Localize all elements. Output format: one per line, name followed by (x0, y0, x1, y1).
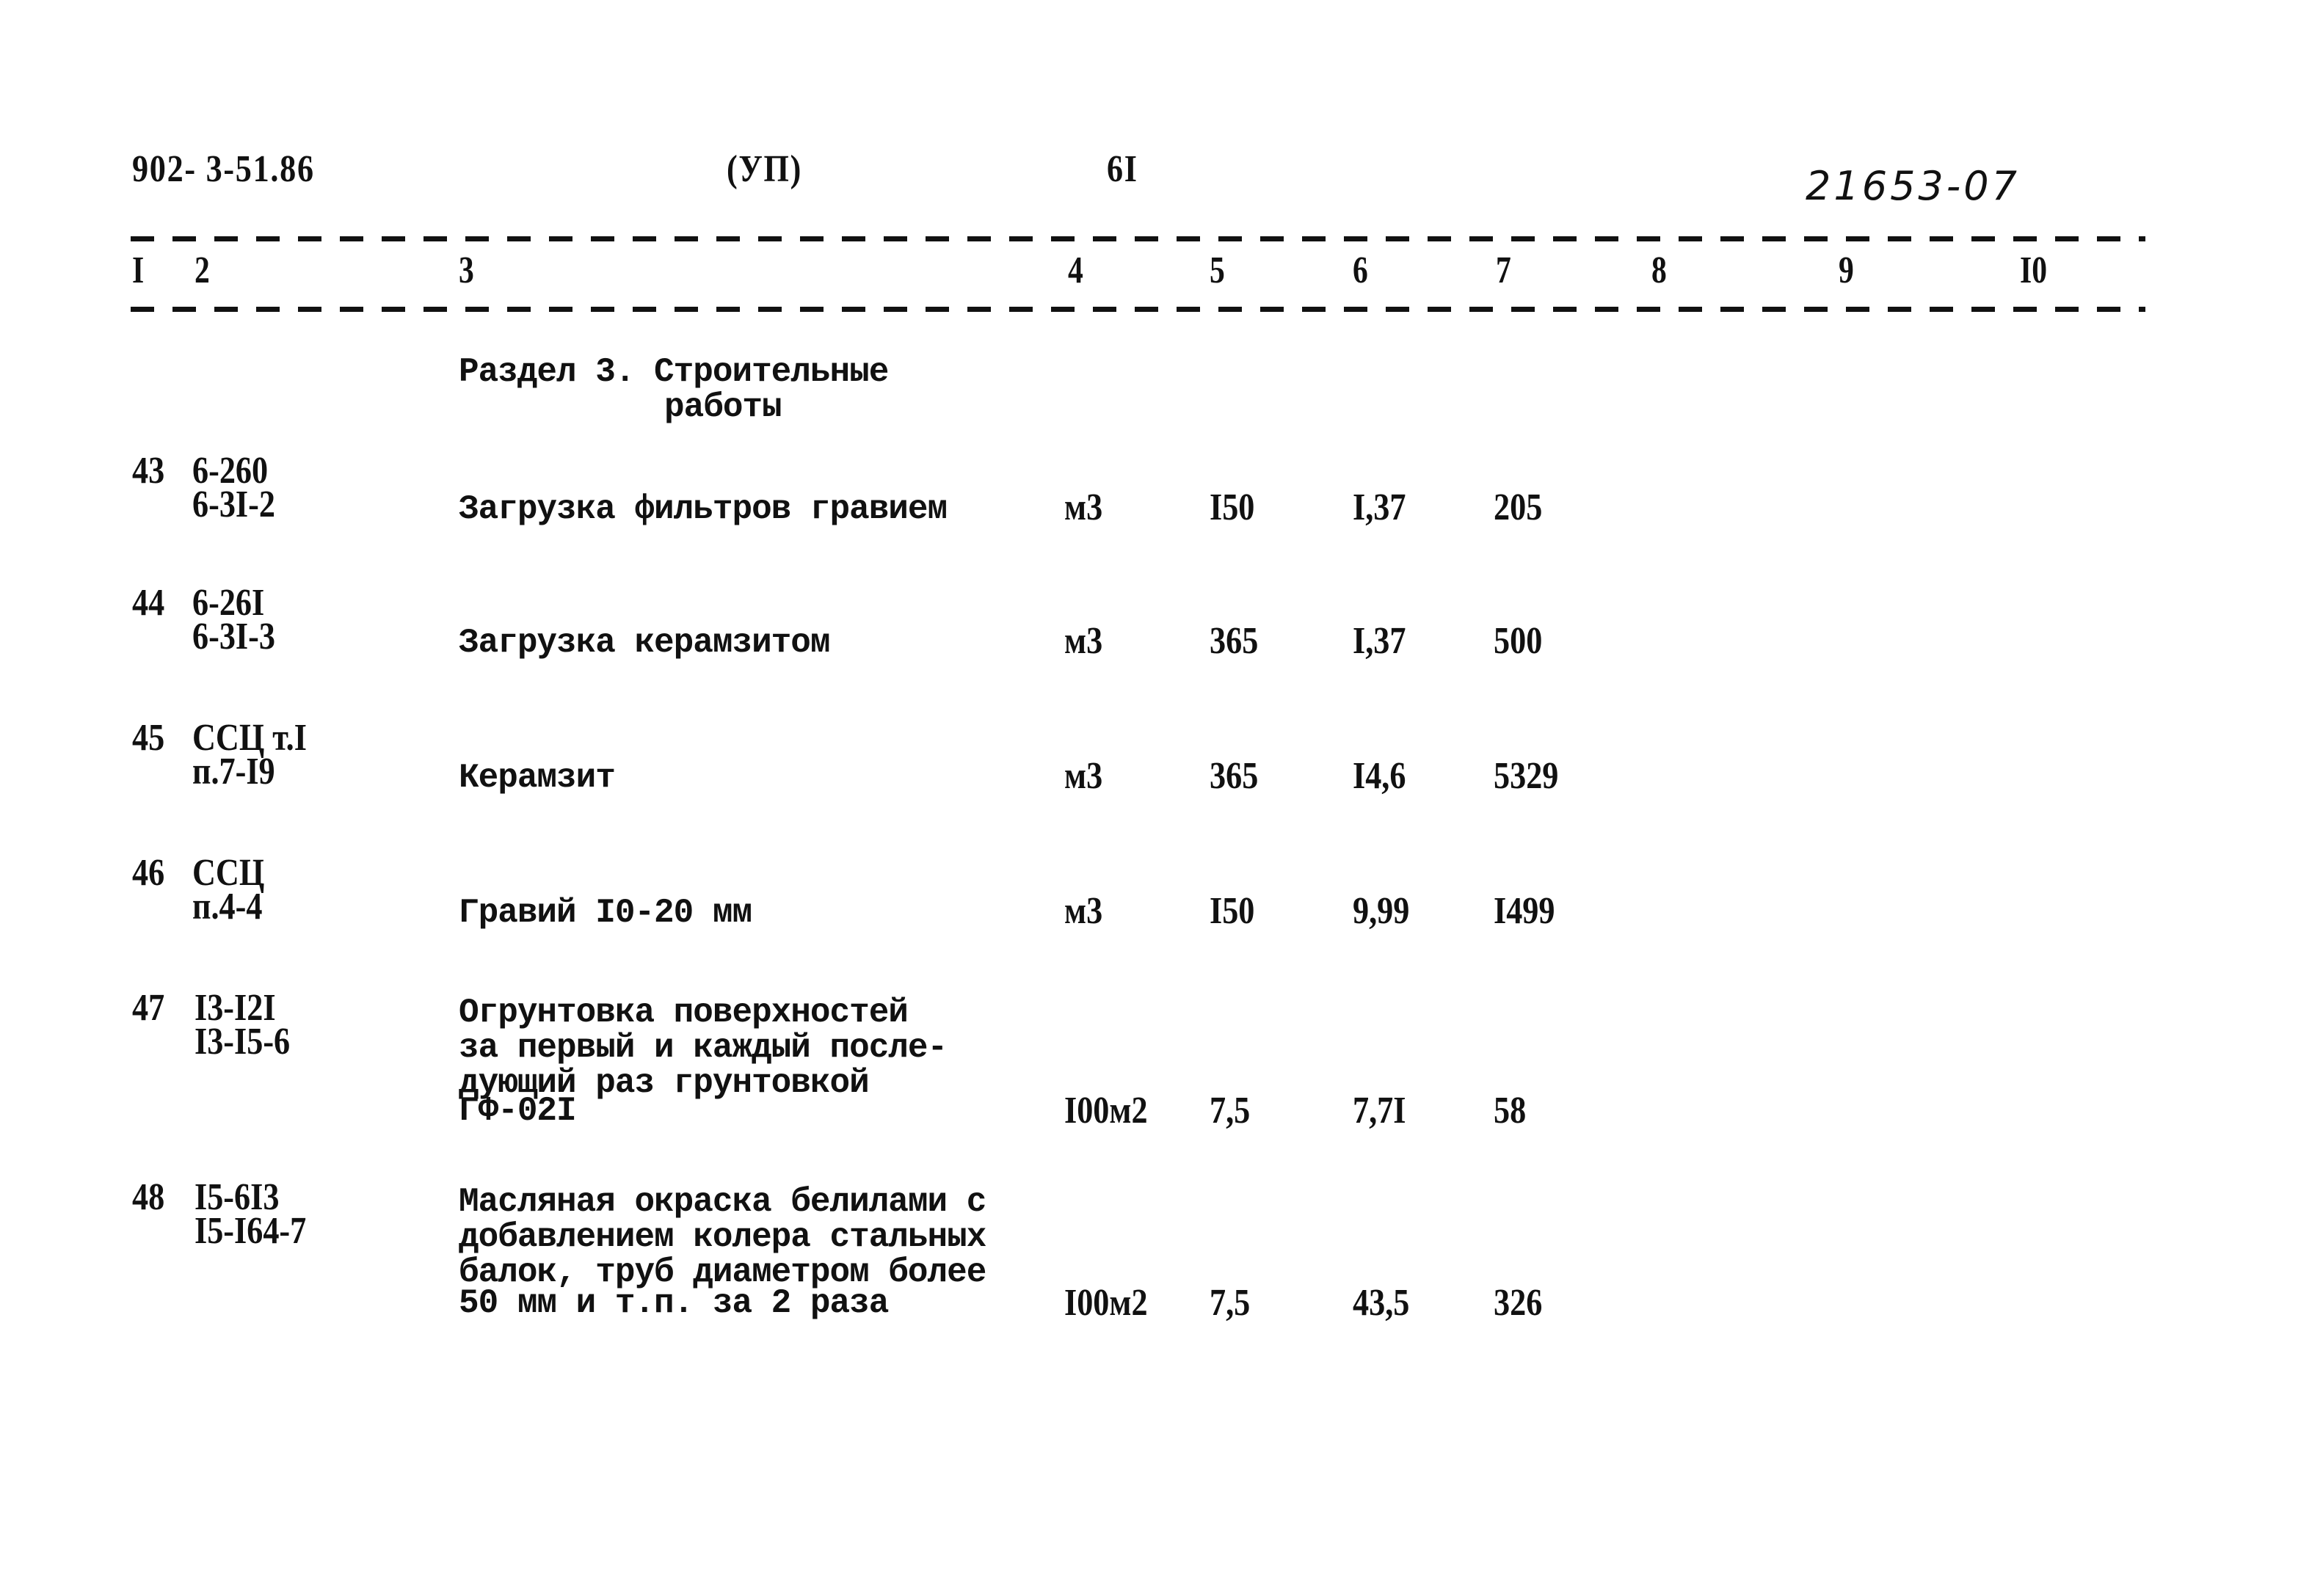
row-unit: м3 (1064, 620, 1103, 662)
row-reference-line1: I3-I2I (195, 987, 276, 1029)
row-unit: м3 (1064, 755, 1103, 797)
row-total: 58 (1494, 1090, 1527, 1132)
row-unit-price: 9,99 (1353, 890, 1410, 932)
column-number-8: 8 (1651, 249, 1667, 291)
row-total: 205 (1494, 487, 1543, 528)
row-description: Керамзит (459, 759, 615, 797)
row-description-line3: балок, труб диаметром более (459, 1253, 986, 1291)
row-unit-price: I4,6 (1353, 755, 1406, 797)
row-number: 44 (132, 582, 165, 624)
row-description: Гравий I0-20 мм (459, 894, 752, 932)
row-reference-line2: 6-3I-2 (192, 484, 275, 525)
row-reference-line1: ССЦ т.I (192, 717, 307, 759)
row-number: 43 (132, 450, 165, 492)
row-number: 48 (132, 1176, 165, 1218)
bottom-dashed-divider (131, 307, 2145, 312)
top-dashed-divider (131, 236, 2145, 241)
column-number-1: I (132, 249, 145, 291)
row-description-line3: дующий раз грунтовкой (459, 1064, 869, 1102)
row-quantity: 7,5 (1210, 1090, 1251, 1132)
row-total: 500 (1494, 620, 1543, 662)
column-number-7: 7 (1496, 249, 1511, 291)
row-reference-line2: I3-I5-6 (195, 1021, 291, 1063)
page-number: 6I (1107, 148, 1138, 190)
row-unit: м3 (1064, 890, 1103, 932)
column-number-4: 4 (1068, 249, 1083, 291)
column-number-10: I0 (2020, 249, 2047, 291)
row-number: 45 (132, 717, 165, 759)
row-quantity: 365 (1210, 755, 1259, 797)
column-number-9: 9 (1839, 249, 1854, 291)
row-total: I499 (1494, 890, 1555, 932)
row-reference-line1: 6-26I (192, 582, 265, 624)
row-quantity: I50 (1210, 890, 1255, 932)
row-quantity: 7,5 (1210, 1282, 1251, 1324)
row-unit-price: I,37 (1353, 487, 1406, 528)
section-title-line2: работы (664, 388, 782, 426)
row-reference-line2: I5-I64-7 (195, 1210, 307, 1252)
row-reference-line2: п.7-I9 (192, 751, 275, 792)
document-code: 902- 3-51.86 (132, 148, 315, 190)
row-unit: I00м2 (1064, 1090, 1148, 1132)
row-description-line4: 50 мм и т.п. за 2 раза (459, 1284, 889, 1322)
column-number-6: 6 (1353, 249, 1368, 291)
row-unit-price: I,37 (1353, 620, 1406, 662)
row-total: 326 (1494, 1282, 1543, 1324)
row-description-line2: добавлением колера стальных (459, 1218, 986, 1256)
row-description-line4: ГФ-02I (459, 1092, 576, 1130)
row-description-line1: Масляная окраска белилами с (459, 1183, 986, 1221)
column-number-3: 3 (459, 249, 474, 291)
row-description: Загрузка фильтров гравием (459, 490, 948, 528)
row-unit-price: 7,7I (1353, 1090, 1406, 1132)
row-number: 47 (132, 987, 165, 1029)
row-total: 5329 (1494, 755, 1559, 797)
row-unit: I00м2 (1064, 1282, 1148, 1324)
document-type: (УП) (727, 148, 803, 190)
row-number: 46 (132, 852, 165, 894)
row-quantity: 365 (1210, 620, 1259, 662)
row-reference-line1: 6-260 (192, 450, 269, 492)
row-unit-price: 43,5 (1353, 1282, 1410, 1324)
row-quantity: I50 (1210, 487, 1255, 528)
column-number-2: 2 (195, 249, 210, 291)
row-unit: м3 (1064, 487, 1103, 528)
handwritten-reference: 21653-07 (1806, 163, 2020, 209)
row-reference-line1: I5-6I3 (195, 1176, 280, 1218)
row-reference-line2: п.4-4 (192, 886, 263, 928)
row-description-line1: Огрунтовка поверхностей (459, 994, 908, 1032)
row-description: Загрузка керамзитом (459, 624, 830, 662)
row-reference-line2: 6-3I-3 (192, 616, 275, 657)
column-number-5: 5 (1210, 249, 1225, 291)
section-title-line1: Раздел 3. Строительные (459, 353, 889, 391)
row-description-line2: за первый и каждый после- (459, 1029, 948, 1067)
row-reference-line1: ССЦ (192, 852, 265, 894)
